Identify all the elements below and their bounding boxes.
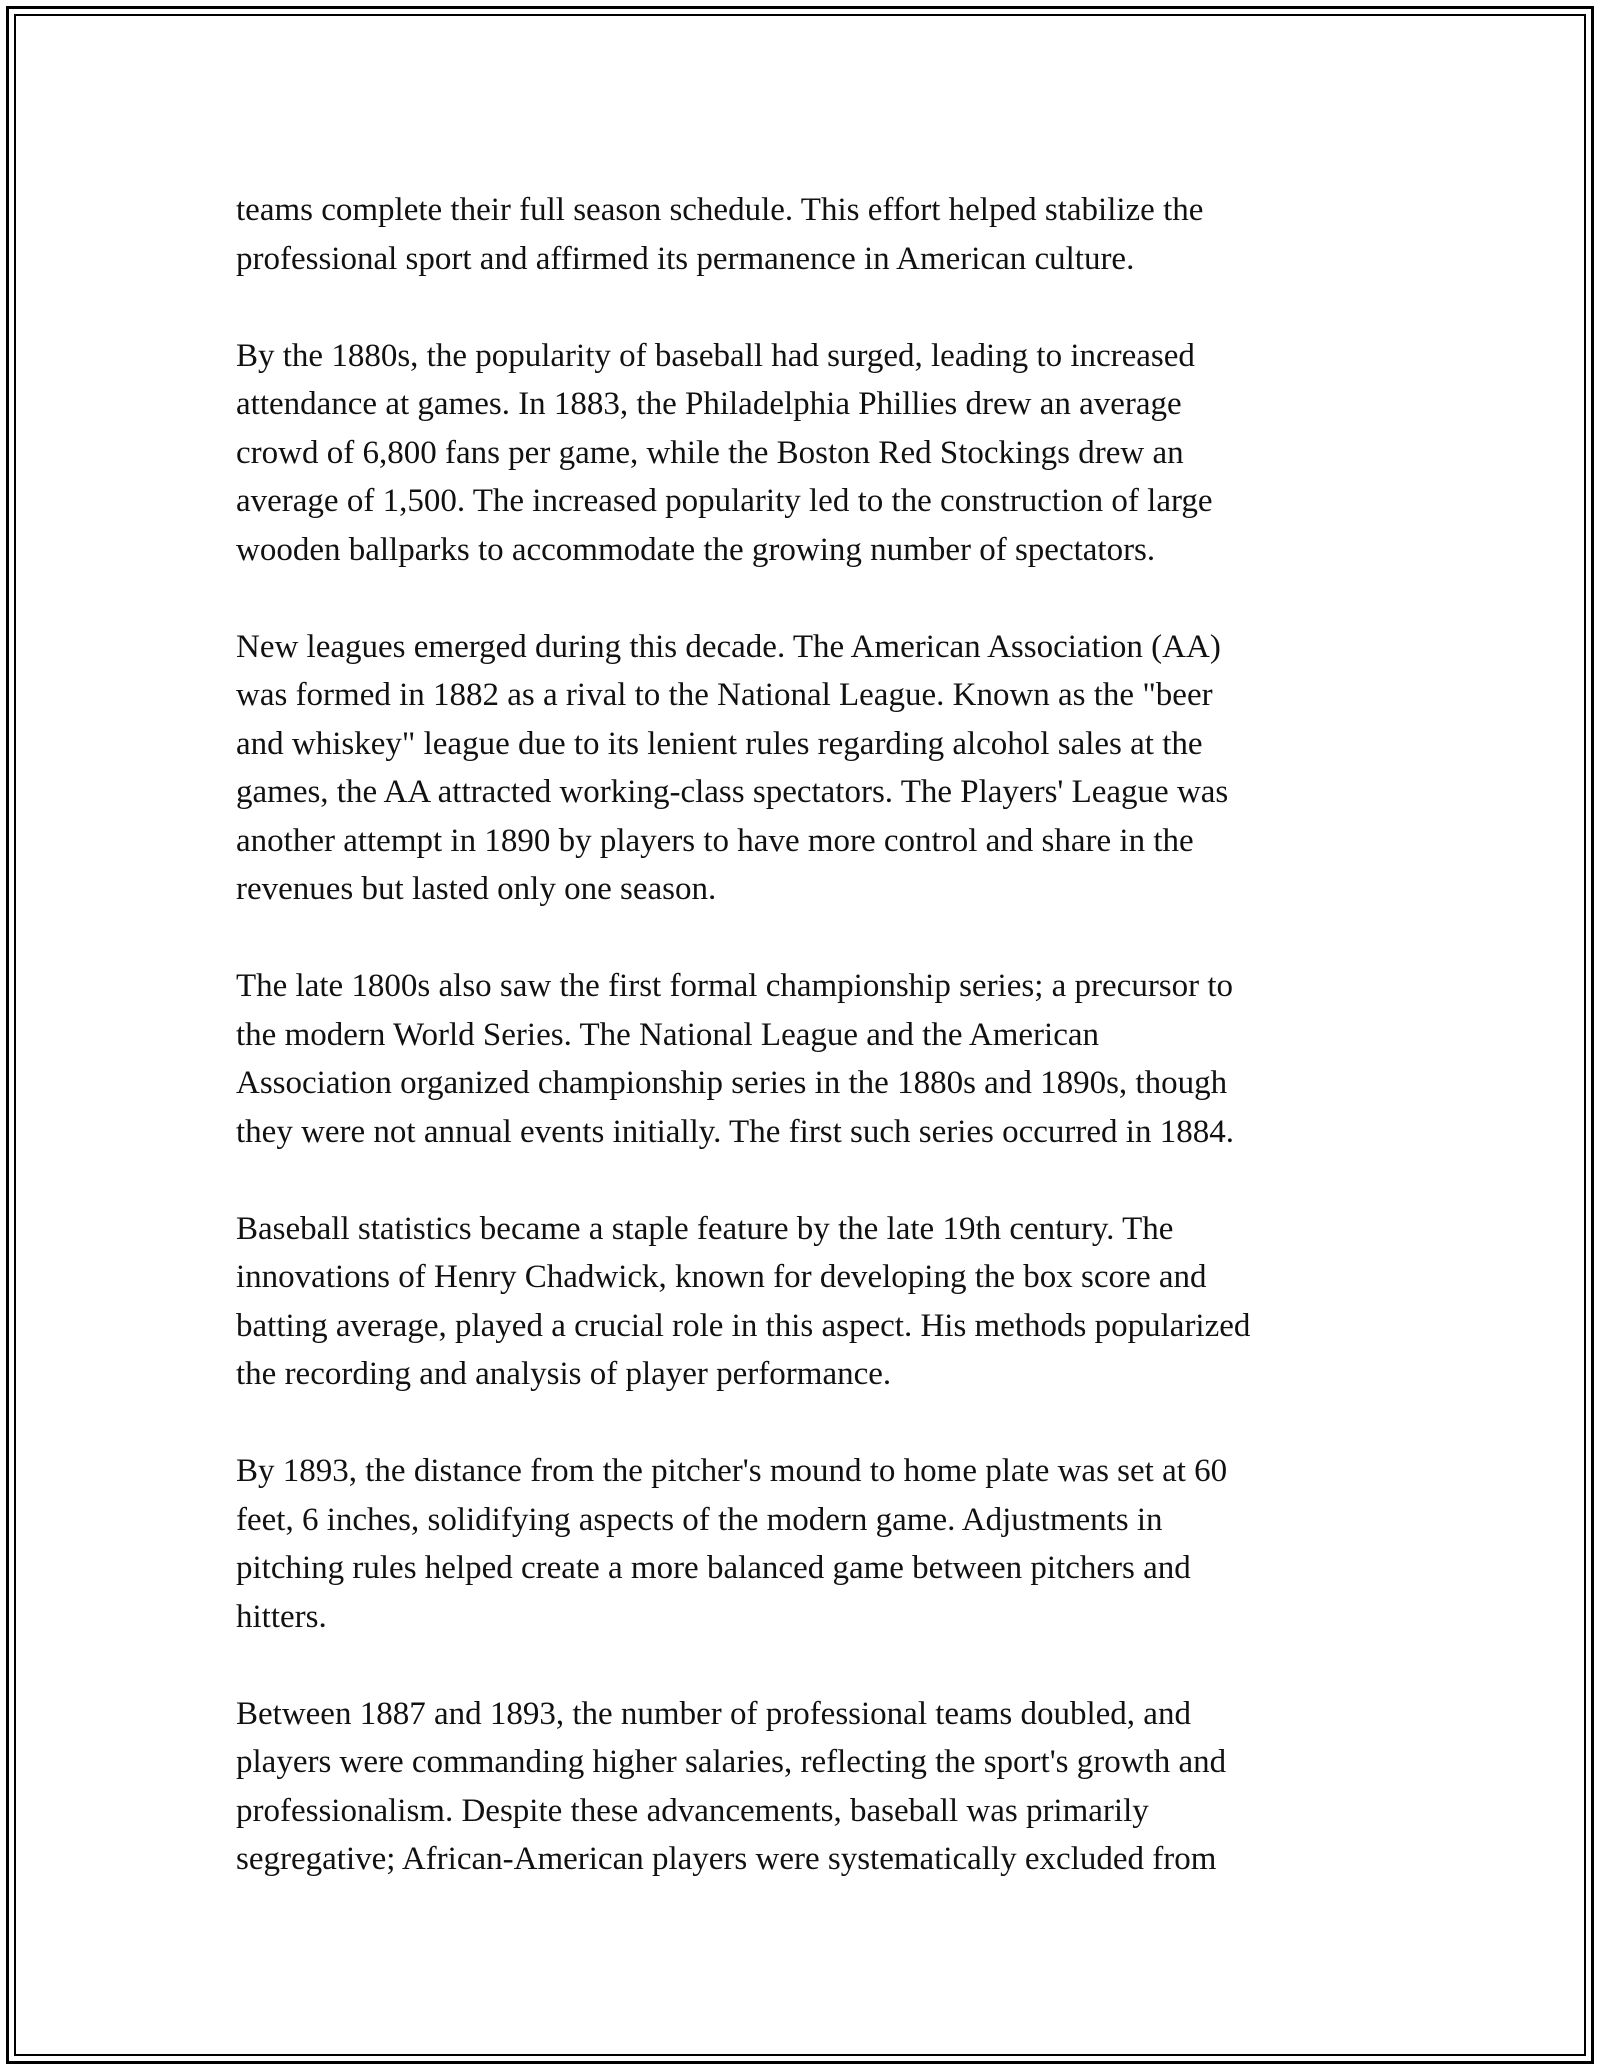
paragraph-baseball-statistics: Baseball statistics became a staple feature by the late 19th century. The innovations of Henry Chadwick, known for developing the box score and batting average, played a crucial role in this aspect. His methods popularized the recording and analysis of player performance. — [236, 1210, 1251, 1392]
paragraph-new-leagues: New leagues emerged during this decade. The American Association (AA) was formed in 1882 as a rival to the National League. Known as the "beer and whiskey" league due to its lenient rules regarding alcohol sales at the games, the AA attracted working-class spectators. The Players' League was another attempt in 1890 by players to have more control and share in the revenues but lasted only one season. — [236, 628, 1229, 907]
paragraph-team-schedule: teams complete their full season schedule. This effort helped stabilize the professional sport and affirmed its permanence in American culture. — [236, 192, 1204, 277]
document-body — [236, 186, 1376, 1884]
paragraph-professional-growth: Between 1887 and 1893, the number of professional teams doubled, and players were commanding higher salaries, reflecting the sport's growth and professionalism. Despite these advancements, baseball was primarily segregative; African-American players were systematically excluded from — [236, 1695, 1227, 1877]
paragraph-attendance-1880s: By the 1880s, the popularity of baseball had surged, leading to increased attendance at games. In 1883, the Philadelphia Phillies drew an average crowd of 6,800 fans per game, while the Boston Red Stockings drew an average of 1,500. The increased popularity led to the construction of large wooden ballparks to accommodate the growing number of spectators. — [236, 337, 1213, 568]
paragraph-pitching-distance: By 1893, the distance from the pitcher's mound to home plate was set at 60 feet, 6 inches, solidifying aspects of the modern game. Adjustments in pitching rules helped create a more balanced game between pitchers and hitters. — [236, 1453, 1228, 1635]
paragraph-championship-series: The late 1800s also saw the first formal championship series; a precursor to the modern World Series. The National League and the American Association organized championship series in the 1880s and 1890s, though they were not annual events initially. The first such series occurred in 1884. — [236, 968, 1234, 1150]
